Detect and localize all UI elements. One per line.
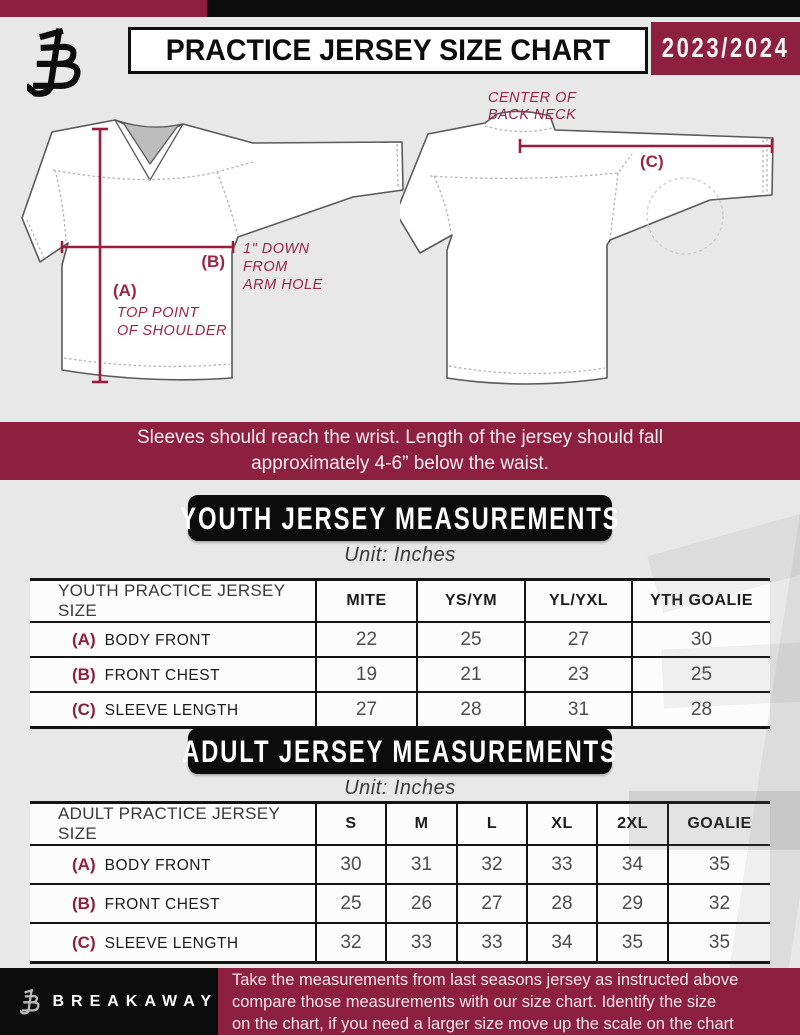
label-b: (B): [201, 252, 225, 271]
youth-size-table: [30, 578, 770, 729]
label-b-desc-1: 1" DOWN: [243, 241, 310, 257]
value-cell: 32: [316, 923, 386, 963]
value-cell: 33: [386, 923, 457, 963]
value-cell: 25: [417, 622, 525, 657]
row-label: FRONT CHEST: [104, 895, 221, 913]
footer-instructions: [218, 968, 800, 1035]
footer-brand-area: [0, 968, 218, 1035]
breakaway-b-logo-icon: [27, 25, 89, 101]
value-cell: 33: [527, 845, 597, 884]
value-cell: 35: [597, 923, 668, 963]
row-key: (A): [72, 629, 96, 649]
value-cell: 30: [316, 845, 386, 884]
season-badge: [651, 22, 800, 75]
row-label: FRONT CHEST: [104, 666, 221, 684]
row-label: SLEEVE LENGTH: [104, 701, 239, 719]
adult-col-2xl: 2XL: [597, 803, 668, 846]
adult-col-l: L: [457, 803, 527, 846]
value-cell: 28: [632, 692, 770, 728]
value-cell: 23: [525, 657, 632, 692]
label-b-desc-2: FROM: [243, 259, 288, 275]
label-a-desc-1: TOP POINT: [117, 305, 199, 321]
youth-section-heading: [179, 495, 621, 541]
front-jersey-outline: [22, 120, 403, 380]
label-a: (A): [113, 281, 137, 300]
adult-size-column-header: ADULT PRACTICE JERSEY SIZE: [30, 803, 316, 846]
value-cell: 35: [668, 923, 770, 963]
youth-unit-label: Unit: Inches: [344, 544, 456, 566]
brand-name: BREAKAWAY: [52, 992, 218, 1010]
value-cell: 27: [525, 622, 632, 657]
row-label-cell: [30, 884, 316, 923]
value-cell: 28: [527, 884, 597, 923]
row-key: (C): [72, 699, 96, 719]
adult-col-goalie: GOALIE: [668, 803, 770, 846]
value-cell: 34: [597, 845, 668, 884]
adult-heading-label: ADULT JERSEY MEASUREMENTS: [182, 732, 618, 769]
value-cell: 35: [668, 845, 770, 884]
fit-notice-line-1: Sleeves should reach the wrist. Length of the jersey should fall: [137, 427, 663, 448]
value-cell: 30: [632, 622, 770, 657]
footer-note-line-1: Take the measurements from last seasons jersey as instructed above: [232, 970, 739, 989]
page-title-box: [128, 27, 648, 74]
adult-size-table: [30, 801, 770, 964]
adult-section-heading: [182, 728, 618, 774]
youth-heading-label: YOUTH JERSEY MEASUREMENTS: [179, 499, 621, 536]
fit-notice-line-2: approximately 4-6” below the waist.: [251, 453, 549, 474]
adult-col-m: M: [386, 803, 457, 846]
value-cell: 29: [597, 884, 668, 923]
back-neck-label-2: BACK NECK: [488, 107, 577, 123]
youth-header-row: [30, 580, 770, 623]
value-cell: 31: [525, 692, 632, 728]
value-cell: 19: [316, 657, 417, 692]
youth-row-body-front: [30, 622, 770, 657]
youth-row-front-chest: [30, 657, 770, 692]
footer-note-line-2: compare those measurements with our size chart. Identify the size: [232, 992, 717, 1011]
row-label-cell: [30, 845, 316, 884]
youth-col-ylyxl: YL/YXL: [525, 580, 632, 623]
value-cell: 22: [316, 622, 417, 657]
youth-col-ysym: YS/YM: [417, 580, 525, 623]
back-neck-label-1: CENTER OF: [488, 90, 577, 106]
youth-row-sleeve-length: [30, 692, 770, 728]
row-label: SLEEVE LENGTH: [104, 934, 239, 952]
value-cell: 27: [316, 692, 417, 728]
footer-note-line-3: on the chart, if you need a larger size move up the scale on the chart: [232, 1014, 734, 1033]
row-key: (A): [72, 854, 96, 874]
top-accent-strip-black: [207, 0, 800, 17]
back-jersey-diagram: [400, 88, 800, 398]
row-key: (B): [72, 664, 96, 684]
breakaway-b-logo-footer-icon: [20, 980, 42, 1024]
adult-col-xl: XL: [527, 803, 597, 846]
label-c: (C): [640, 152, 664, 171]
back-jersey-outline: [400, 111, 773, 384]
row-label-cell: [30, 692, 316, 728]
youth-col-mite: MITE: [316, 580, 417, 623]
season-label: 2023/2024: [661, 32, 790, 64]
value-cell: 34: [527, 923, 597, 963]
label-b-desc-3: ARM HOLE: [243, 277, 323, 293]
adult-unit-label: Unit: Inches: [344, 777, 456, 799]
adult-row-body-front: [30, 845, 770, 884]
value-cell: 25: [632, 657, 770, 692]
value-cell: 28: [417, 692, 525, 728]
value-cell: 26: [386, 884, 457, 923]
adult-col-s: S: [316, 803, 386, 846]
front-jersey-diagram: [20, 100, 410, 410]
youth-col-goalie: YTH GOALIE: [632, 580, 770, 623]
row-label-cell: [30, 657, 316, 692]
row-key: (C): [72, 932, 96, 952]
value-cell: 27: [457, 884, 527, 923]
adult-row-sleeve-length: [30, 923, 770, 963]
row-label-cell: [30, 923, 316, 963]
value-cell: 31: [386, 845, 457, 884]
top-accent-strip-maroon: [0, 0, 207, 17]
page-title: PRACTICE JERSEY SIZE CHART: [165, 33, 611, 67]
value-cell: 25: [316, 884, 386, 923]
youth-size-column-header: YOUTH PRACTICE JERSEY SIZE: [30, 580, 316, 623]
adult-header-row: [30, 803, 770, 846]
value-cell: 33: [457, 923, 527, 963]
value-cell: 32: [668, 884, 770, 923]
row-label: BODY FRONT: [104, 856, 211, 874]
fit-notice-banner: [0, 422, 800, 480]
adult-row-front-chest: [30, 884, 770, 923]
row-label: BODY FRONT: [104, 631, 211, 649]
value-cell: 32: [457, 845, 527, 884]
value-cell: 21: [417, 657, 525, 692]
footer: [0, 968, 800, 1035]
label-a-desc-2: OF SHOULDER: [117, 323, 227, 339]
row-label-cell: [30, 622, 316, 657]
row-key: (B): [72, 893, 96, 913]
